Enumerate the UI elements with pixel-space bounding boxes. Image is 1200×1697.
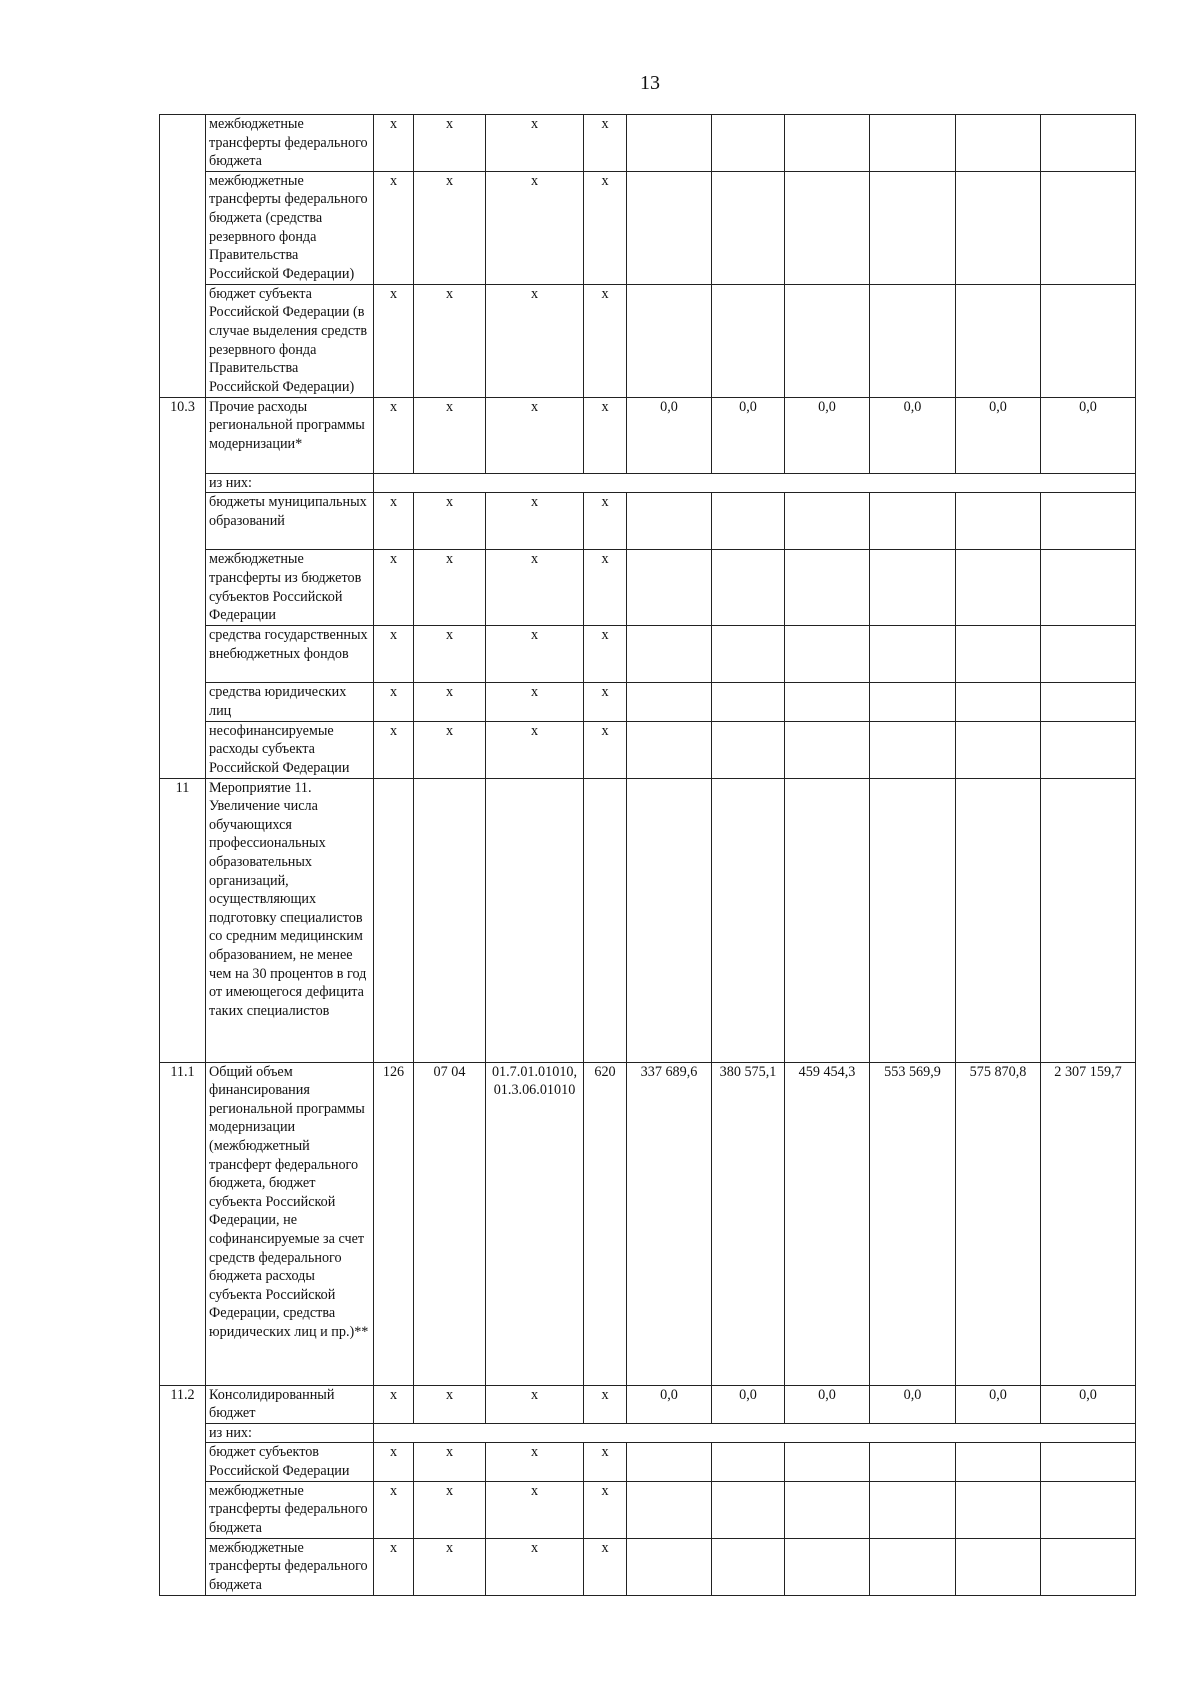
code-section-cell: х [414, 1385, 486, 1423]
value-cell-6: 2 307 159,7 [1041, 1062, 1136, 1385]
table-row [160, 397, 1136, 473]
row-name: межбюджетные трансферты федерального бюджета [206, 115, 374, 172]
value-cell-1 [627, 284, 712, 397]
row-name: межбюджетные трансферты федерального бюджета [206, 1538, 374, 1595]
code-target-article-cell [486, 778, 584, 1062]
value-cell-1 [627, 171, 712, 284]
value-cell-2 [712, 683, 785, 721]
row-name: средства государственных внебюджетных фондов [206, 626, 374, 683]
value-cell-4 [870, 1481, 956, 1538]
value-cell-1 [627, 683, 712, 721]
subheader-empty-cell [374, 1423, 1136, 1443]
value-cell-6 [1041, 778, 1136, 1062]
value-cell-6 [1041, 1538, 1136, 1595]
value-cell-5 [956, 1443, 1041, 1481]
value-cell-3 [785, 493, 870, 550]
value-cell-2 [712, 115, 785, 172]
code-target-article-cell: х [486, 115, 584, 172]
code-section-cell [414, 778, 486, 1062]
value-cell-4 [870, 171, 956, 284]
code-target-article-cell: х [486, 683, 584, 721]
code-section-cell: х [414, 1538, 486, 1595]
value-cell-6 [1041, 493, 1136, 550]
subheader-empty-cell [374, 473, 1136, 493]
code-target-article-cell: х [486, 1443, 584, 1481]
code-section-cell: х [414, 550, 486, 626]
value-cell-3 [785, 721, 870, 778]
code-grbs-cell: х [374, 284, 414, 397]
value-cell-2 [712, 1443, 785, 1481]
code-expense-type-cell [584, 778, 627, 1062]
value-cell-2 [712, 550, 785, 626]
row-name: Прочие расходы региональной программы модернизации* [206, 397, 374, 473]
value-cell-5 [956, 1481, 1041, 1538]
code-grbs-cell: х [374, 115, 414, 172]
code-grbs-cell: х [374, 550, 414, 626]
code-target-article-cell: х [486, 1538, 584, 1595]
row-name: межбюджетные трансферты федерального бюджета [206, 1481, 374, 1538]
value-cell-6: 0,0 [1041, 397, 1136, 473]
value-cell-1 [627, 1481, 712, 1538]
code-target-article-cell: х [486, 397, 584, 473]
value-cell-4: 0,0 [870, 397, 956, 473]
value-cell-1 [627, 115, 712, 172]
value-cell-4 [870, 493, 956, 550]
subheader-label: из них: [206, 1423, 374, 1443]
code-target-article-cell: х [486, 1385, 584, 1423]
code-grbs-cell: х [374, 493, 414, 550]
row-name: Общий объем финансирования региональной программы модернизации (межбюджетный трансферт федерального бюджета, бюджет субъекта Российской Федерации, не софинансируемые за счет средств федерального бюджета расходы субъекта Российской Федерации, средства юридических лиц и пр.)** [206, 1062, 374, 1385]
code-section-cell: х [414, 397, 486, 473]
row-name: бюджет субъектов Российской Федерации [206, 1443, 374, 1481]
value-cell-2 [712, 778, 785, 1062]
value-cell-5: 0,0 [956, 397, 1041, 473]
table-row [160, 493, 1136, 550]
value-cell-2 [712, 1481, 785, 1538]
value-cell-4 [870, 1538, 956, 1595]
code-expense-type-cell: х [584, 721, 627, 778]
code-target-article-cell: х [486, 493, 584, 550]
row-name: межбюджетные трансферты из бюджетов субъектов Российской Федерации [206, 550, 374, 626]
value-cell-4 [870, 115, 956, 172]
code-section-cell: х [414, 284, 486, 397]
value-cell-1 [627, 721, 712, 778]
code-target-article-cell: х [486, 1481, 584, 1538]
code-section-cell: х [414, 1443, 486, 1481]
subheader-row [160, 1423, 1136, 1443]
table-row [160, 1538, 1136, 1595]
table-row [160, 1481, 1136, 1538]
code-target-article-cell: 01.7.01.01010, 01.3.06.01010 [486, 1062, 584, 1385]
row-name: Консолидированный бюджет [206, 1385, 374, 1423]
value-cell-3 [785, 550, 870, 626]
code-section-cell: х [414, 626, 486, 683]
code-expense-type-cell: х [584, 171, 627, 284]
row-number: 11.2 [160, 1385, 206, 1595]
value-cell-5 [956, 493, 1041, 550]
value-cell-1: 0,0 [627, 397, 712, 473]
value-cell-1 [627, 778, 712, 1062]
value-cell-1 [627, 550, 712, 626]
value-cell-3 [785, 171, 870, 284]
value-cell-5 [956, 1538, 1041, 1595]
value-cell-2 [712, 171, 785, 284]
code-section-cell: х [414, 721, 486, 778]
code-expense-type-cell: х [584, 626, 627, 683]
code-expense-type-cell: х [584, 115, 627, 172]
code-expense-type-cell: х [584, 1481, 627, 1538]
value-cell-2 [712, 284, 785, 397]
table-row [160, 1385, 1136, 1423]
value-cell-3 [785, 626, 870, 683]
value-cell-6 [1041, 721, 1136, 778]
code-expense-type-cell: х [584, 1385, 627, 1423]
value-cell-3 [785, 1481, 870, 1538]
subheader-label: из них: [206, 473, 374, 493]
value-cell-3: 459 454,3 [785, 1062, 870, 1385]
row-name: бюджет субъекта Российской Федерации (в случае выделения средств резервного фонда Правительства Российской Федерации) [206, 284, 374, 397]
table-row [160, 115, 1136, 172]
row-name: несофинансируемые расходы субъекта Российской Федерации [206, 721, 374, 778]
code-grbs-cell: х [374, 397, 414, 473]
table-body [160, 115, 1136, 1596]
value-cell-5 [956, 171, 1041, 284]
code-section-cell: х [414, 493, 486, 550]
code-target-article-cell: х [486, 550, 584, 626]
code-expense-type-cell: х [584, 397, 627, 473]
table-row [160, 171, 1136, 284]
code-target-article-cell: х [486, 721, 584, 778]
value-cell-4 [870, 721, 956, 778]
value-cell-4: 553 569,9 [870, 1062, 956, 1385]
value-cell-5 [956, 550, 1041, 626]
page-number: 13 [640, 72, 660, 94]
code-section-cell: 07 04 [414, 1062, 486, 1385]
code-grbs-cell: х [374, 171, 414, 284]
value-cell-4 [870, 1443, 956, 1481]
code-expense-type-cell: х [584, 1443, 627, 1481]
code-target-article-cell: х [486, 284, 584, 397]
code-grbs-cell: х [374, 1481, 414, 1538]
code-expense-type-cell: х [584, 683, 627, 721]
row-number [160, 115, 206, 398]
code-grbs-cell: х [374, 1443, 414, 1481]
code-section-cell: х [414, 1481, 486, 1538]
code-grbs-cell: х [374, 626, 414, 683]
value-cell-1: 0,0 [627, 1385, 712, 1423]
value-cell-6 [1041, 683, 1136, 721]
code-section-cell: х [414, 683, 486, 721]
code-section-cell: х [414, 115, 486, 172]
value-cell-2: 0,0 [712, 397, 785, 473]
value-cell-3 [785, 1538, 870, 1595]
table-row [160, 284, 1136, 397]
code-expense-type-cell: 620 [584, 1062, 627, 1385]
row-name: бюджеты муниципальных образований [206, 493, 374, 550]
value-cell-2 [712, 1538, 785, 1595]
value-cell-1 [627, 626, 712, 683]
code-expense-type-cell: х [584, 550, 627, 626]
value-cell-6 [1041, 171, 1136, 284]
code-grbs-cell: х [374, 683, 414, 721]
code-expense-type-cell: х [584, 1538, 627, 1595]
value-cell-1 [627, 1443, 712, 1481]
code-expense-type-cell: х [584, 284, 627, 397]
code-section-cell: х [414, 171, 486, 284]
code-grbs-cell: х [374, 1538, 414, 1595]
value-cell-4 [870, 683, 956, 721]
value-cell-6 [1041, 284, 1136, 397]
code-grbs-cell: 126 [374, 1062, 414, 1385]
value-cell-5: 0,0 [956, 1385, 1041, 1423]
table-row [160, 778, 1136, 1062]
value-cell-6 [1041, 1481, 1136, 1538]
value-cell-4: 0,0 [870, 1385, 956, 1423]
code-target-article-cell: х [486, 626, 584, 683]
value-cell-2 [712, 493, 785, 550]
code-grbs-cell: х [374, 721, 414, 778]
row-name: межбюджетные трансферты федерального бюджета (средства резервного фонда Правительства Российской Федерации) [206, 171, 374, 284]
value-cell-5 [956, 284, 1041, 397]
value-cell-2 [712, 721, 785, 778]
table-row [160, 550, 1136, 626]
value-cell-3: 0,0 [785, 397, 870, 473]
value-cell-3 [785, 284, 870, 397]
value-cell-3 [785, 778, 870, 1062]
row-number: 10.3 [160, 397, 206, 778]
code-target-article-cell: х [486, 171, 584, 284]
row-name: Мероприятие 11. Увеличение числа обучающихся профессиональных образовательных организаций, осуществляющих подготовку специалистов со средним медицинским образованием, не менее чем на 30 процентов в год от имеющегося дефицита таких специалистов [206, 778, 374, 1062]
value-cell-3: 0,0 [785, 1385, 870, 1423]
value-cell-3 [785, 683, 870, 721]
value-cell-3 [785, 115, 870, 172]
value-cell-1: 337 689,6 [627, 1062, 712, 1385]
value-cell-4 [870, 550, 956, 626]
value-cell-5 [956, 626, 1041, 683]
value-cell-4 [870, 284, 956, 397]
table-row [160, 683, 1136, 721]
budget-table [159, 114, 1136, 1596]
value-cell-6 [1041, 550, 1136, 626]
value-cell-5 [956, 778, 1041, 1062]
value-cell-3 [785, 1443, 870, 1481]
value-cell-2 [712, 626, 785, 683]
table-row [160, 1443, 1136, 1481]
row-number: 11.1 [160, 1062, 206, 1385]
value-cell-2: 380 575,1 [712, 1062, 785, 1385]
value-cell-5 [956, 683, 1041, 721]
code-grbs-cell [374, 778, 414, 1062]
value-cell-5: 575 870,8 [956, 1062, 1041, 1385]
row-number: 11 [160, 778, 206, 1062]
value-cell-1 [627, 493, 712, 550]
subheader-row [160, 473, 1136, 493]
value-cell-1 [627, 1538, 712, 1595]
code-grbs-cell: х [374, 1385, 414, 1423]
table-row [160, 1062, 1136, 1385]
value-cell-5 [956, 115, 1041, 172]
value-cell-6 [1041, 115, 1136, 172]
table-row [160, 626, 1136, 683]
code-expense-type-cell: х [584, 493, 627, 550]
value-cell-2: 0,0 [712, 1385, 785, 1423]
value-cell-4 [870, 778, 956, 1062]
table-row [160, 721, 1136, 778]
value-cell-6 [1041, 1443, 1136, 1481]
value-cell-6 [1041, 626, 1136, 683]
value-cell-6: 0,0 [1041, 1385, 1136, 1423]
row-name: средства юридических лиц [206, 683, 374, 721]
value-cell-5 [956, 721, 1041, 778]
value-cell-4 [870, 626, 956, 683]
